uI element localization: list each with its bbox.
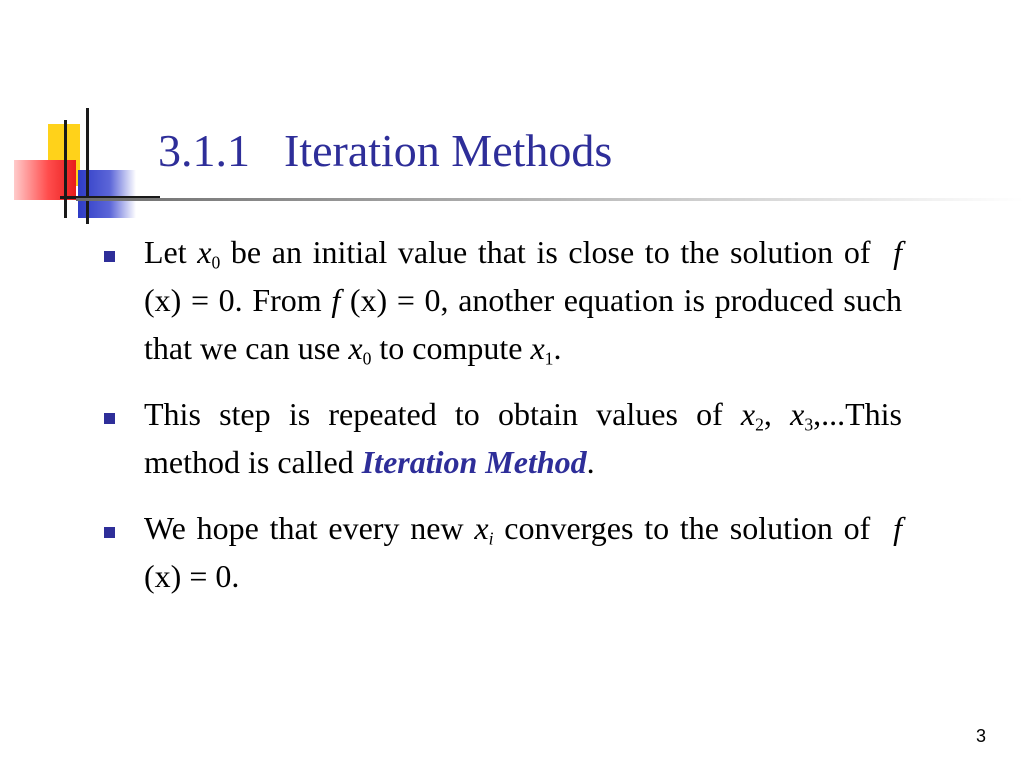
text-run: converges to the solution of xyxy=(493,510,871,546)
text-run: , xyxy=(763,396,772,432)
title-underline-rule xyxy=(76,198,1024,201)
math-variable: x xyxy=(197,234,212,270)
math-equation: (x) = 0, xyxy=(349,282,449,318)
square-bullet-icon xyxy=(104,527,115,538)
math-subscript: 3 xyxy=(804,414,814,435)
text-run: be an initial value that is close to the solution of xyxy=(220,234,871,270)
vertical-line-shape xyxy=(86,108,89,224)
math-variable: x xyxy=(740,396,756,432)
emphasized-term: Iteration Method xyxy=(361,444,587,480)
vertical-line-shape xyxy=(64,120,67,218)
math-variable: x xyxy=(790,396,805,432)
bullet-item-initial-value xyxy=(102,228,902,372)
math-function: f xyxy=(893,510,903,546)
text-run: From xyxy=(242,282,322,318)
bullet-list xyxy=(102,228,902,618)
text-run: . xyxy=(553,330,562,366)
text-run: another equation is produced such that we can use xyxy=(144,282,903,366)
square-bullet-icon xyxy=(104,251,115,262)
bullet-item-repeated-step xyxy=(102,390,902,486)
text-run: This step is repeated to obtain values of xyxy=(144,396,723,432)
math-subscript: 1 xyxy=(544,348,554,369)
math-subscript: i xyxy=(488,528,494,549)
corner-squares-decoration-icon xyxy=(0,0,160,240)
text-run: to compute xyxy=(371,330,523,366)
slide-title xyxy=(158,125,613,176)
text-run: We hope that every new xyxy=(144,510,464,546)
math-variable: x xyxy=(530,330,545,366)
math-variable: x xyxy=(474,510,489,546)
text-run: ,...This method is called xyxy=(144,396,902,480)
text-run: Let xyxy=(144,234,187,270)
page-number: 3 xyxy=(976,726,987,746)
math-equation: (x) = 0. xyxy=(144,558,240,594)
math-subscript: 2 xyxy=(755,414,764,435)
square-bullet-icon xyxy=(104,413,115,424)
math-variable: x xyxy=(348,330,363,366)
bullet-item-convergence xyxy=(102,504,902,600)
math-subscript: 0 xyxy=(362,348,372,369)
text-run: . xyxy=(586,444,595,480)
math-function: f xyxy=(893,234,903,270)
math-subscript: 0 xyxy=(211,252,221,273)
math-function: f xyxy=(331,282,341,318)
section-number: 3.1.1 xyxy=(158,125,250,176)
title-text: Iteration Methods xyxy=(284,125,613,176)
math-equation: (x) = 0. xyxy=(144,282,243,318)
